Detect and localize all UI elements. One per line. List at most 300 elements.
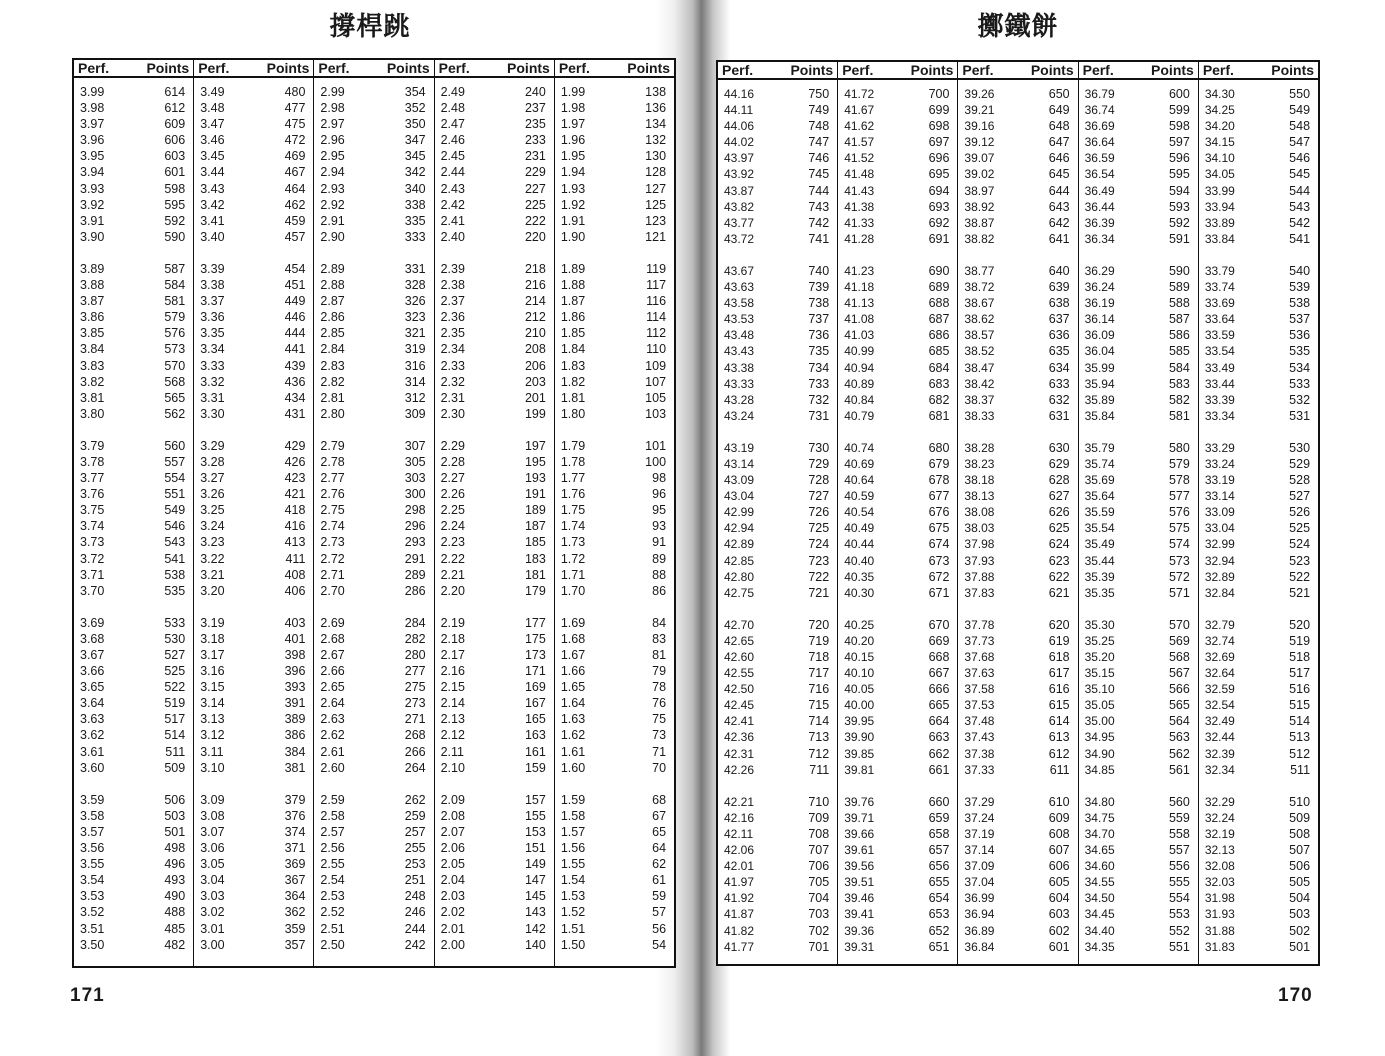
perf-value: 35.25 (1084, 633, 1115, 648)
table-row (435, 341, 554, 357)
points-value: 444 (284, 326, 306, 341)
table-row (838, 231, 957, 247)
perf-value: 2.91 (320, 213, 345, 228)
perf-value: 1.99 (560, 85, 586, 99)
table-row (958, 440, 1077, 456)
points-value: 562 (164, 406, 186, 421)
perf-value: 43.28 (724, 392, 755, 407)
points-value: 503 (164, 808, 186, 823)
perf-value: 2.84 (320, 342, 345, 357)
perf-value: 3.09 (200, 792, 225, 807)
perf-value: 39.95 (844, 714, 875, 729)
table-row (74, 567, 193, 583)
table-row (74, 615, 193, 631)
column-header (1079, 62, 1198, 80)
points-value: 557 (1168, 843, 1190, 858)
table-row (314, 534, 433, 550)
points-value: 735 (808, 344, 830, 359)
perf-value: 40.89 (844, 376, 875, 391)
perf-value: 32.03 (1204, 875, 1235, 890)
table-row (194, 760, 313, 776)
table-row (1199, 166, 1318, 182)
perf-value: 3.01 (200, 921, 225, 936)
points-value: 338 (404, 197, 426, 212)
perf-value: 2.56 (320, 841, 345, 856)
points-value: 581 (164, 294, 186, 309)
table-row (194, 904, 313, 920)
points-value: 119 (646, 261, 667, 276)
perf-value: 3.42 (200, 197, 225, 212)
points-value: 57 (652, 905, 667, 920)
table-row (1199, 939, 1318, 955)
points-value: 289 (404, 567, 426, 582)
perf-value: 41.33 (844, 215, 875, 230)
perf-value: 34.30 (1204, 87, 1235, 101)
table-row (314, 824, 433, 840)
perf-value: 3.50 (80, 937, 105, 952)
points-value: 573 (164, 342, 186, 357)
perf-value: 1.75 (560, 503, 586, 518)
table-row (1079, 360, 1198, 376)
row-group (555, 261, 674, 422)
points-value: 594 (1168, 183, 1190, 198)
perf-value: 3.30 (200, 406, 225, 421)
points-value: 367 (284, 873, 306, 888)
perf-value: 3.61 (80, 744, 105, 759)
points-value: 262 (404, 792, 426, 807)
perf-value: 3.36 (200, 310, 225, 325)
perf-value: 2.14 (440, 696, 465, 711)
perf-value: 3.79 (80, 438, 105, 453)
table-row (435, 454, 554, 470)
perf-value: 32.19 (1204, 826, 1235, 841)
table-row (555, 921, 674, 937)
table-row (958, 617, 1077, 633)
points-value: 396 (284, 664, 306, 679)
points-value: 533 (164, 615, 186, 630)
points-value: 681 (928, 408, 950, 423)
points-value: 506 (164, 792, 186, 807)
points-value: 206 (524, 358, 546, 373)
perf-value: 3.37 (200, 294, 225, 309)
perf-value: 2.41 (440, 213, 465, 228)
table-row (958, 456, 1077, 472)
perf-value: 38.13 (964, 489, 995, 504)
table-row (1079, 536, 1198, 552)
perf-value: 32.39 (1204, 746, 1235, 761)
table-row (194, 840, 313, 856)
table-column (837, 62, 957, 964)
table-row (194, 132, 313, 148)
points-value: 303 (404, 471, 426, 486)
perf-value: 34.60 (1084, 859, 1115, 874)
table-row (194, 229, 313, 245)
perf-value: 1.92 (560, 197, 586, 212)
points-value: 379 (284, 792, 306, 807)
table-column (554, 60, 674, 966)
points-value: 601 (1048, 939, 1070, 954)
perf-value: 3.69 (80, 615, 105, 630)
table-row (435, 374, 554, 390)
points-value: 523 (1289, 553, 1311, 568)
points-value: 509 (1289, 810, 1311, 825)
perf-value: 3.77 (80, 471, 105, 486)
table-row (958, 215, 1077, 231)
row-group (194, 615, 313, 776)
points-value: 525 (1289, 521, 1311, 536)
table-row (958, 311, 1077, 327)
perf-value: 2.36 (440, 310, 465, 325)
table-row (718, 665, 837, 681)
table-row (435, 808, 554, 824)
points-value: 374 (284, 824, 306, 839)
points-value: 114 (646, 310, 667, 325)
perf-value: 2.98 (320, 101, 345, 116)
points-value: 747 (808, 135, 830, 150)
points-value: 525 (164, 664, 186, 679)
perf-value: 1.95 (560, 149, 586, 164)
perf-value: 37.58 (964, 682, 995, 697)
table-row (194, 148, 313, 164)
perf-value: 3.47 (200, 117, 225, 132)
table-row (435, 438, 554, 454)
perf-value: 3.04 (200, 873, 225, 888)
points-value: 485 (164, 921, 186, 936)
perf-value: 43.53 (724, 312, 755, 327)
table-row (74, 132, 193, 148)
table-row (314, 840, 433, 856)
points-value: 505 (1289, 875, 1311, 890)
points-value: 81 (652, 648, 667, 662)
perf-value: 37.24 (964, 810, 995, 825)
perf-value: 36.64 (1084, 135, 1115, 150)
table-row (838, 327, 957, 343)
points-value: 526 (1289, 505, 1311, 520)
table-column (1078, 62, 1198, 964)
points-value: 514 (164, 728, 186, 743)
points-value: 583 (1168, 376, 1190, 391)
header-points: Points (1030, 62, 1074, 78)
perf-value: 34.20 (1204, 119, 1235, 134)
points-value: 622 (1048, 569, 1070, 584)
points-value: 645 (1048, 167, 1070, 182)
perf-value: 37.04 (964, 875, 995, 890)
table-row (435, 888, 554, 904)
points-value: 462 (284, 197, 306, 212)
table-row (435, 534, 554, 550)
points-value: 587 (164, 261, 186, 276)
header-points: Points (386, 60, 430, 76)
points-value: 706 (808, 859, 830, 874)
perf-value: 3.17 (200, 648, 225, 662)
perf-value: 3.60 (80, 760, 105, 775)
perf-value: 2.45 (440, 149, 465, 164)
column-header (74, 60, 193, 78)
table-row (838, 150, 957, 166)
page-left (0, 0, 690, 1056)
table-row (1079, 697, 1198, 713)
table-row (194, 164, 313, 180)
table-row (555, 695, 674, 711)
points-value: 271 (404, 712, 426, 727)
points-value: 123 (645, 213, 667, 228)
row-group (958, 794, 1077, 955)
points-value: 519 (1289, 633, 1311, 648)
table-row (194, 567, 313, 583)
points-value: 578 (1168, 473, 1190, 488)
table-row (314, 872, 433, 888)
points-value: 511 (165, 744, 186, 759)
points-value: 457 (284, 229, 306, 244)
perf-value: 39.85 (844, 746, 875, 761)
points-value: 268 (404, 728, 426, 743)
points-value: 350 (404, 117, 426, 132)
table-row (555, 470, 674, 486)
points-value: 656 (928, 859, 950, 874)
points-value: 611 (1049, 762, 1070, 777)
perf-value: 1.60 (560, 760, 586, 775)
points-value: 235 (524, 117, 546, 132)
points-value: 691 (928, 231, 950, 246)
table-row (435, 325, 554, 341)
points-value: 305 (404, 454, 426, 469)
points-value: 197 (524, 438, 546, 453)
row-group (314, 84, 433, 245)
table-row (958, 649, 1077, 665)
table-row (74, 502, 193, 518)
row-group (435, 792, 554, 953)
points-value: 71 (652, 744, 667, 759)
perf-value: 39.81 (844, 762, 875, 777)
perf-value: 40.00 (844, 698, 875, 713)
perf-value: 2.18 (440, 631, 465, 646)
perf-value: 2.21 (440, 567, 465, 582)
table-row (74, 711, 193, 727)
header-perf: Perf. (318, 60, 350, 76)
points-value: 89 (652, 551, 667, 566)
perf-value: 34.40 (1084, 923, 1115, 938)
points-value: 550 (1289, 87, 1311, 101)
perf-value: 38.57 (964, 328, 995, 343)
table-column (193, 60, 313, 966)
perf-value: 1.80 (560, 406, 586, 421)
points-value: 618 (1048, 650, 1070, 664)
points-value: 68 (652, 792, 667, 807)
perf-value: 1.55 (560, 857, 586, 872)
points-value: 629 (1048, 456, 1070, 471)
points-value: 657 (928, 843, 950, 858)
perf-value: 2.95 (320, 149, 345, 164)
table-row (194, 181, 313, 197)
points-value: 598 (1168, 119, 1190, 134)
points-value: 696 (928, 151, 950, 166)
table-row (314, 760, 433, 776)
table-row (194, 647, 313, 663)
perf-value: 43.63 (724, 280, 755, 295)
perf-value: 2.49 (440, 85, 465, 99)
table-row (435, 470, 554, 486)
points-value: 723 (808, 553, 830, 568)
points-value: 504 (1289, 891, 1311, 906)
table-row (1079, 150, 1198, 166)
points-value: 609 (1048, 810, 1070, 825)
perf-value: 40.49 (844, 521, 875, 536)
points-value: 697 (928, 135, 950, 150)
points-value: 189 (524, 503, 546, 518)
points-value: 284 (404, 615, 426, 630)
points-value: 684 (928, 360, 950, 375)
table-row (718, 295, 837, 311)
perf-value: 43.38 (724, 360, 755, 375)
points-value: 604 (1048, 891, 1070, 906)
table-row (1199, 102, 1318, 118)
points-value: 541 (1289, 231, 1311, 246)
row-group (718, 440, 837, 601)
perf-value: 42.26 (724, 762, 755, 777)
points-value: 171 (524, 664, 546, 679)
points-value: 371 (284, 841, 306, 856)
table-row (555, 534, 674, 550)
perf-value: 41.48 (844, 167, 875, 182)
points-value: 581 (1168, 408, 1190, 423)
perf-value: 2.63 (320, 712, 345, 727)
points-value: 103 (645, 406, 667, 421)
perf-value: 36.69 (1084, 119, 1115, 134)
points-value: 233 (524, 133, 546, 148)
points-value: 323 (404, 310, 426, 325)
table-row (314, 293, 433, 309)
perf-value: 31.88 (1204, 923, 1235, 938)
points-value: 637 (1048, 312, 1070, 327)
row-group (194, 792, 313, 953)
row-group (435, 615, 554, 776)
table-row (435, 261, 554, 277)
perf-value: 36.24 (1084, 280, 1115, 295)
perf-value: 37.73 (964, 633, 995, 648)
table-row (718, 343, 837, 359)
perf-value: 42.21 (724, 794, 755, 809)
table-row (194, 197, 313, 213)
header-perf: Perf. (1082, 62, 1114, 78)
table-row (838, 408, 957, 424)
table-row (718, 504, 837, 520)
perf-value: 41.03 (844, 328, 875, 343)
table-row (314, 647, 433, 663)
table-row (314, 325, 433, 341)
table-row (718, 633, 837, 649)
points-value: 195 (524, 454, 546, 469)
table-row (718, 440, 837, 456)
points-value: 717 (808, 666, 830, 681)
perf-value: 39.56 (844, 859, 875, 874)
points-value: 376 (284, 808, 306, 823)
perf-value: 39.36 (844, 923, 875, 938)
perf-value: 38.92 (964, 199, 995, 214)
perf-value: 33.94 (1204, 199, 1235, 214)
perf-value: 42.99 (724, 505, 755, 520)
table-row (958, 762, 1077, 778)
table-row (1199, 279, 1318, 295)
perf-value: 32.08 (1204, 859, 1235, 874)
perf-value: 3.96 (80, 133, 105, 148)
table-row (1079, 456, 1198, 472)
table-row (435, 727, 554, 743)
points-value: 568 (1168, 650, 1190, 664)
points-value: 712 (808, 746, 830, 761)
perf-value: 32.94 (1204, 553, 1235, 568)
table-row (1199, 504, 1318, 520)
perf-value: 31.98 (1204, 891, 1235, 906)
table-row (555, 808, 674, 824)
row-group (1199, 794, 1318, 955)
column-header (958, 62, 1077, 80)
points-value: 554 (164, 471, 186, 486)
perf-value: 32.59 (1204, 682, 1235, 697)
points-value: 347 (404, 133, 426, 148)
table-row (958, 826, 1077, 842)
table-row (958, 343, 1077, 359)
perf-value: 38.42 (964, 376, 995, 391)
table-row (718, 488, 837, 504)
table-row (838, 665, 957, 681)
table-row (838, 842, 957, 858)
points-value: 589 (1168, 280, 1190, 295)
points-value: 704 (808, 891, 830, 906)
points-value: 364 (284, 889, 306, 904)
perf-value: 40.99 (844, 344, 875, 359)
table-row (718, 794, 837, 810)
table-row (1079, 215, 1198, 231)
table-row (1199, 697, 1318, 713)
table-row (435, 792, 554, 808)
perf-value: 1.67 (560, 648, 586, 662)
points-value: 359 (284, 921, 306, 936)
table-row (1079, 134, 1198, 150)
points-value: 709 (808, 810, 830, 825)
perf-value: 39.76 (844, 794, 875, 809)
points-value: 744 (808, 183, 830, 198)
points-value: 482 (164, 937, 186, 952)
perf-value: 35.59 (1084, 505, 1115, 520)
perf-value: 39.61 (844, 843, 875, 858)
row-group (435, 261, 554, 422)
perf-value: 42.11 (724, 826, 754, 841)
perf-value: 2.17 (440, 648, 465, 662)
row-group (1079, 617, 1198, 778)
points-value: 614 (1048, 714, 1070, 729)
table-row (1199, 408, 1318, 424)
perf-value: 37.68 (964, 650, 995, 664)
points-value: 701 (808, 939, 830, 954)
perf-value: 1.73 (560, 535, 586, 550)
table-row (718, 199, 837, 215)
table-row (74, 534, 193, 550)
points-value: 107 (645, 374, 667, 389)
points-value: 566 (1168, 682, 1190, 697)
table-row (194, 374, 313, 390)
perf-value: 37.83 (964, 585, 995, 600)
table-row (194, 631, 313, 647)
perf-value: 35.49 (1084, 537, 1115, 552)
table-row (555, 486, 674, 502)
perf-value: 3.84 (80, 342, 105, 357)
points-value: 83 (652, 631, 667, 646)
table-row (1199, 890, 1318, 906)
table-row (435, 711, 554, 727)
table-row (435, 631, 554, 647)
table-row (718, 762, 837, 778)
points-value: 214 (524, 294, 546, 309)
